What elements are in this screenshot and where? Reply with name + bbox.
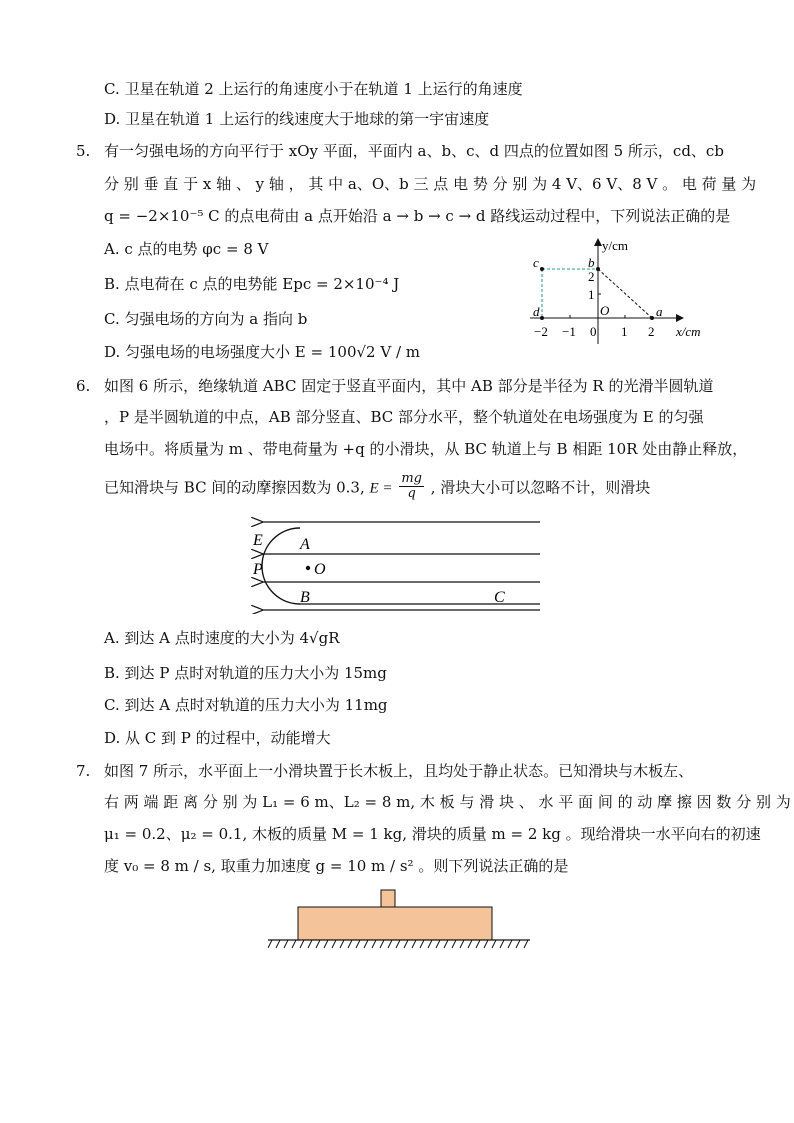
tick-x-n2: −2 xyxy=(534,324,548,339)
q5-stem-line-2: 分 别 垂 直 于 x 轴 、 y 轴 ， 其 中 a、O、b 三 点 电 势 分 别 为 4 V、6 V、8 V 。 电 荷 量 为 xyxy=(104,175,757,193)
label-E: E xyxy=(253,532,263,549)
q7-stem-line-1: 如图 7 所示，水平面上一小滑块置于长木板上，且均处于静止状态。已知滑块与木板左、 xyxy=(104,762,694,780)
q6-figure xyxy=(250,514,545,614)
q6-option-c: C. 到达 A 点时对轨道的压力大小为 11mg xyxy=(104,696,388,714)
q6-stem-4a: 已知滑块与 BC 间的动摩擦因数为 0.3, xyxy=(104,478,365,497)
tick-y-1: 1 xyxy=(588,287,595,302)
q6-fraction-den: q xyxy=(407,486,416,501)
q6-number: 6. xyxy=(76,377,91,395)
q6-option-b: B. 到达 P 点时对轨道的压力大小为 15mg xyxy=(104,664,387,682)
label-c: c xyxy=(533,255,539,270)
q7-figure xyxy=(268,888,530,954)
label-P: P xyxy=(253,561,263,578)
center-o xyxy=(306,566,310,570)
label-a: a xyxy=(656,304,663,319)
q7-stem-line-4: 度 v₀ = 8 m / s, 取重力加速度 g = 10 m / s² 。则下列说法正确的是 xyxy=(104,857,569,875)
q6-stem-line-4 xyxy=(104,471,651,503)
label-A: A xyxy=(300,536,310,553)
q6-option-a: A. 到达 A 点时速度的大小为 4√gR xyxy=(104,629,340,647)
q5-stem-line-1: 有一匀强电场的方向平行于 xOy 平面，平面内 a、b、c、d 四点的位置如图 5 所示，cd、cb xyxy=(104,142,724,160)
q5-stem-line-3: q = −2×10⁻⁵ C 的点电荷由 a 点开始沿 a → b → c → d 路线运动过程中，下列说法正确的是 xyxy=(104,207,731,225)
tick-x-n1: −1 xyxy=(562,324,576,339)
q6-fraction-num: mg xyxy=(401,471,422,486)
q7-stem-line-2: 右 两 端 距 离 分 别 为 L₁ = 6 m、L₂ = 8 m, 木 板 与 滑 块 、 水 平 面 间 的 动 摩 擦 因 数 分 别 为 xyxy=(104,793,791,811)
q4-option-d: D. 卫星在轨道 1 上运行的线速度大于地球的第一宇宙速度 xyxy=(104,110,490,128)
q5-option-d: D. 匀强电场的电场强度大小 E = 100√2 V / m xyxy=(104,343,420,361)
slider-block xyxy=(381,890,395,907)
tick-x-1: 1 xyxy=(621,324,628,339)
q5-option-b: B. 点电荷在 c 点的电势能 Epc = 2×10⁻⁴ J xyxy=(104,275,400,293)
label-C: C xyxy=(494,589,505,606)
q6-option-d: D. 从 C 到 P 的过程中，动能增大 xyxy=(104,729,331,747)
q5-number: 5. xyxy=(76,142,91,160)
label-B: B xyxy=(300,589,310,606)
q6-stem-line-2: ，P 是半圆轨道的中点，AB 部分竖直、BC 部分水平，整个轨道处在电场强度为 E 的匀强 xyxy=(104,408,704,426)
label-d: d xyxy=(533,304,540,319)
label-y-axis: y/cm xyxy=(602,238,628,253)
label-x-axis: x/cm xyxy=(676,324,701,339)
label-b: b xyxy=(588,255,595,270)
q6-fraction xyxy=(399,472,424,501)
point-a xyxy=(650,316,654,320)
q5-option-c: C. 匀强电场的方向为 a 指向 b xyxy=(104,310,308,328)
q6-stem-line-1: 如图 6 所示，绝缘轨道 ABC 固定于竖直平面内，其中 AB 部分是半径为 R 的光滑半圆轨道 xyxy=(104,377,714,395)
q7-stem-line-3: μ₁ = 0.2、μ₂ = 0.1, 木板的质量 M = 1 kg, 滑块的质量 m = 2 kg 。现给滑块一水平向右的初速 xyxy=(104,825,761,843)
q6-stem-line-3: 电场中。将质量为 m 、带电荷量为 +q 的小滑块，从 BC 轨道上与 B 相距 10R 处由静止释放， xyxy=(104,440,748,458)
tick-x-2: 2 xyxy=(648,324,655,339)
wooden-board xyxy=(298,907,492,940)
q5-figure xyxy=(520,236,720,348)
q6-stem-4b: , 滑块大小可以忽略不计，则滑块 xyxy=(430,478,651,497)
q5-option-a: A. c 点的电势 φc = 8 V xyxy=(104,240,269,258)
label-O: O xyxy=(314,561,326,578)
q4-option-c: C. 卫星在轨道 2 上运行的角速度小于在轨道 1 上运行的角速度 xyxy=(104,80,523,98)
tick-x-0: 0 xyxy=(590,324,597,339)
point-b xyxy=(596,267,600,271)
ground-hatching xyxy=(268,940,528,948)
q7-number: 7. xyxy=(76,762,91,780)
semicircle-track xyxy=(262,528,300,604)
tick-y-2: 2 xyxy=(588,269,595,284)
point-c xyxy=(540,267,544,271)
point-d xyxy=(540,316,544,320)
q6-E-symbol: E = xyxy=(369,480,393,497)
label-origin: O xyxy=(600,303,610,318)
